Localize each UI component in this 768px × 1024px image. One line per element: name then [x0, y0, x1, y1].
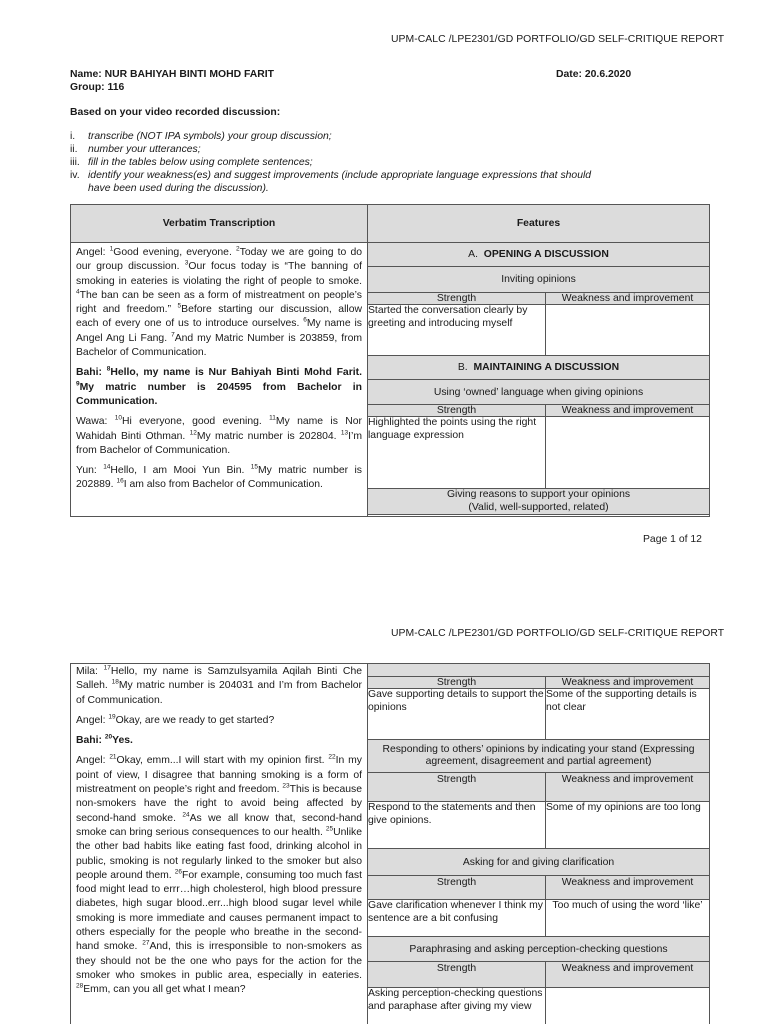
utterance-angel: Angel: $^{21}$Okay, emm...I will start with my opinion first. $^{22}$In my point of view, I disagree that banning smoking is a form of mistreatment on people’s right and freedom. $^{23}$This is because non-smokers have the right to avoid being affected by second-hand smoke. $^{24}$As we all know that, second-hand smoke can bring serious consequences to our health. $^{25}$Unlike the other bad habits like eating fast food, drinking alcohol in public, smoking is not regularly linked to the smoker but also people around them. $^{26}$For example, consuming too much fast food might lead to errr…high cholesterol, high blood pressure diabetes, high sugar blood..err...high blood sugar level while smoking is more immediate and causes permanent impact to others especially for the people who breathe in the second-hand smoke. $^{27}$And, this is irresponsible to non-smokers as they should not be the one who pays for the action for the smoker who smokes in public area, especially in eateries. $^{28}$Emm, can you all get what I mean?: [76, 754, 363, 996]
transcription-cell: [71, 664, 368, 1024]
section-a-title: A. OPENING A DISCUSSION: [368, 243, 710, 267]
report-date: Date: 20.6.2020: [556, 69, 632, 80]
instruction-text: identify your weakness(es) and suggest improvements (include appropriate language expressions that should: [88, 169, 592, 181]
strength-paraphrasing: Asking perception-checking questions and paraphase after giving my view: [368, 988, 546, 1024]
weakness-label: Weakness and improvement: [546, 962, 710, 988]
utterance-yun: Yun: $^{14}$Hello, I am Mooi Yun Bin. $^{15}$My matric number is 202889. $^{16}$I am also from Bachelor of Communication.: [76, 463, 362, 491]
weakness-label: Weakness and improvement: [546, 773, 710, 802]
strength-label: Strength: [368, 876, 546, 900]
column-header-transcription: Verbatim Transcription: [71, 205, 368, 243]
weakness-maintaining: [546, 417, 710, 489]
instruction-number: i.: [70, 131, 76, 142]
weakness-clarification: Too much of using the word ‘like’: [546, 900, 710, 937]
strength-clarification: Gave clarification whenever I think my sentence are a bit confusing: [368, 900, 546, 937]
features-subtable: [367, 663, 710, 1024]
strength-opening: Started the conversation clearly by greeting and introducing myself: [368, 305, 546, 356]
student-name: Name: NUR BAHIYAH BINTI MOHD FARIT: [70, 69, 274, 80]
utterance-angel: Angel: $^{19}$Okay, are we ready to get started?: [76, 713, 275, 726]
weakness-label: Weakness and improvement: [546, 293, 710, 305]
strength-label: Strength: [368, 677, 546, 689]
weakness-label: Weakness and improvement: [546, 876, 710, 900]
instruction-item: [70, 157, 630, 170]
responding-title: Responding to others’ opinions by indicating your stand (Expressing agreement, disagreement and partial agreement): [368, 740, 710, 773]
utterance-bahi: Bahi: $^{20}$Yes.: [76, 733, 133, 747]
instruction-item: [70, 144, 630, 157]
strength-label: Strength: [368, 962, 546, 988]
instruction-item: [70, 131, 630, 144]
instruction-text: transcribe (NOT IPA symbols) your group discussion;: [88, 131, 332, 142]
instructions-list: [70, 131, 630, 196]
utterance-angel: Angel: $^1$Good evening, everyone. $^2$Today we are going to do our group discussion. $^3$Our focus today is “The banning of smoking in eateries is violating the right of people to smoke. $^4$The ban can be seen as a form of mistreatment on people’s right and freedom.” $^5$Before starting our discussion, allow each of every one of us to introduce ourselves. $^6$My name is Angel Ang Li Fang. $^7$And my Matric Number is 203859, from Bachelor of Communication.: [76, 245, 363, 359]
page-header: UPM-CALC /LPE2301/GD PORTFOLIO/GD SELF-CRITIQUE REPORT: [391, 34, 725, 45]
instruction-item: [70, 183, 630, 196]
critique-table-page1: [70, 204, 710, 517]
strength-label: Strength: [368, 773, 546, 802]
transcription-cell: [71, 243, 368, 517]
inviting-opinions-label: Inviting opinions: [368, 267, 710, 293]
utterance-mila: Mila: $^{17}$Hello, my name is Samzulsyamila Aqilah Binti Che Salleh. $^{18}$My matric number is 204031 and I’m from Bachelor of Communication.: [76, 664, 362, 706]
paraphrasing-title: Paraphrasing and asking perception-checking questions: [368, 937, 710, 962]
instruction-text: fill in the tables below using complete sentences;: [88, 156, 313, 168]
features-cell: [368, 664, 710, 1024]
strength-reasons: Gave supporting details to support the opinions: [368, 689, 546, 740]
page-number: Page 1 of 12: [643, 534, 702, 545]
strength-label: Strength: [368, 293, 546, 305]
weakness-responding: Some of my opinions are too long: [546, 802, 710, 849]
instructions-heading: Based on your video recorded discussion:: [70, 107, 281, 118]
column-header-features: Features: [368, 205, 710, 243]
strength-responding: Respond to the statements and then give opinions.: [368, 802, 546, 849]
instruction-number: ii.: [70, 143, 78, 155]
weakness-reasons: Some of the supporting details is not clear: [546, 689, 710, 740]
weakness-opening: [546, 305, 710, 356]
instruction-number: [70, 183, 88, 196]
giving-reasons-label: Giving reasons to support your opinions (Valid, well-supported, related): [368, 489, 710, 515]
strength-label: Strength: [368, 405, 546, 417]
weakness-label: Weakness and improvement: [546, 405, 710, 417]
instruction-text: have been used during the discussion).: [88, 182, 269, 194]
features-subtable: [367, 242, 710, 515]
weakness-paraphrasing: [546, 988, 710, 1024]
utterance-bahi: Bahi: $^8$Hello, my name is Nur Bahiyah Binti Mohd Farit. $^9$My matric number is 204595 from Bachelor in Communication.: [76, 365, 362, 407]
strength-maintaining: Highlighted the points using the right language expression: [368, 417, 546, 489]
group-number: Group: 116: [70, 82, 125, 93]
page-header: UPM-CALC /LPE2301/GD PORTFOLIO/GD SELF-CRITIQUE REPORT: [391, 628, 725, 639]
instruction-number: iv.: [70, 169, 80, 181]
critique-table-page2: [70, 663, 710, 1024]
features-cell: [368, 243, 710, 517]
section-b-title: B. MAINTAINING A DISCUSSION: [368, 356, 710, 380]
instruction-text: number your utterances;: [88, 143, 201, 155]
instruction-number: iii.: [70, 156, 80, 168]
clarification-title: Asking for and giving clarification: [368, 849, 710, 876]
utterance-wawa: Wawa: $^{10}$Hi everyone, good evening. $^{11}$My name is Nor Wahidah Binti Othman. $^{12}$My matric number is 202804. $^{13}$I’m from Bachelor of Communication.: [76, 414, 363, 456]
instruction-item: [70, 170, 630, 183]
owned-language-label: Using ‘owned’ language when giving opinions: [368, 380, 710, 405]
weakness-label: Weakness and improvement: [546, 677, 710, 689]
shaded-spacer: [368, 664, 710, 677]
